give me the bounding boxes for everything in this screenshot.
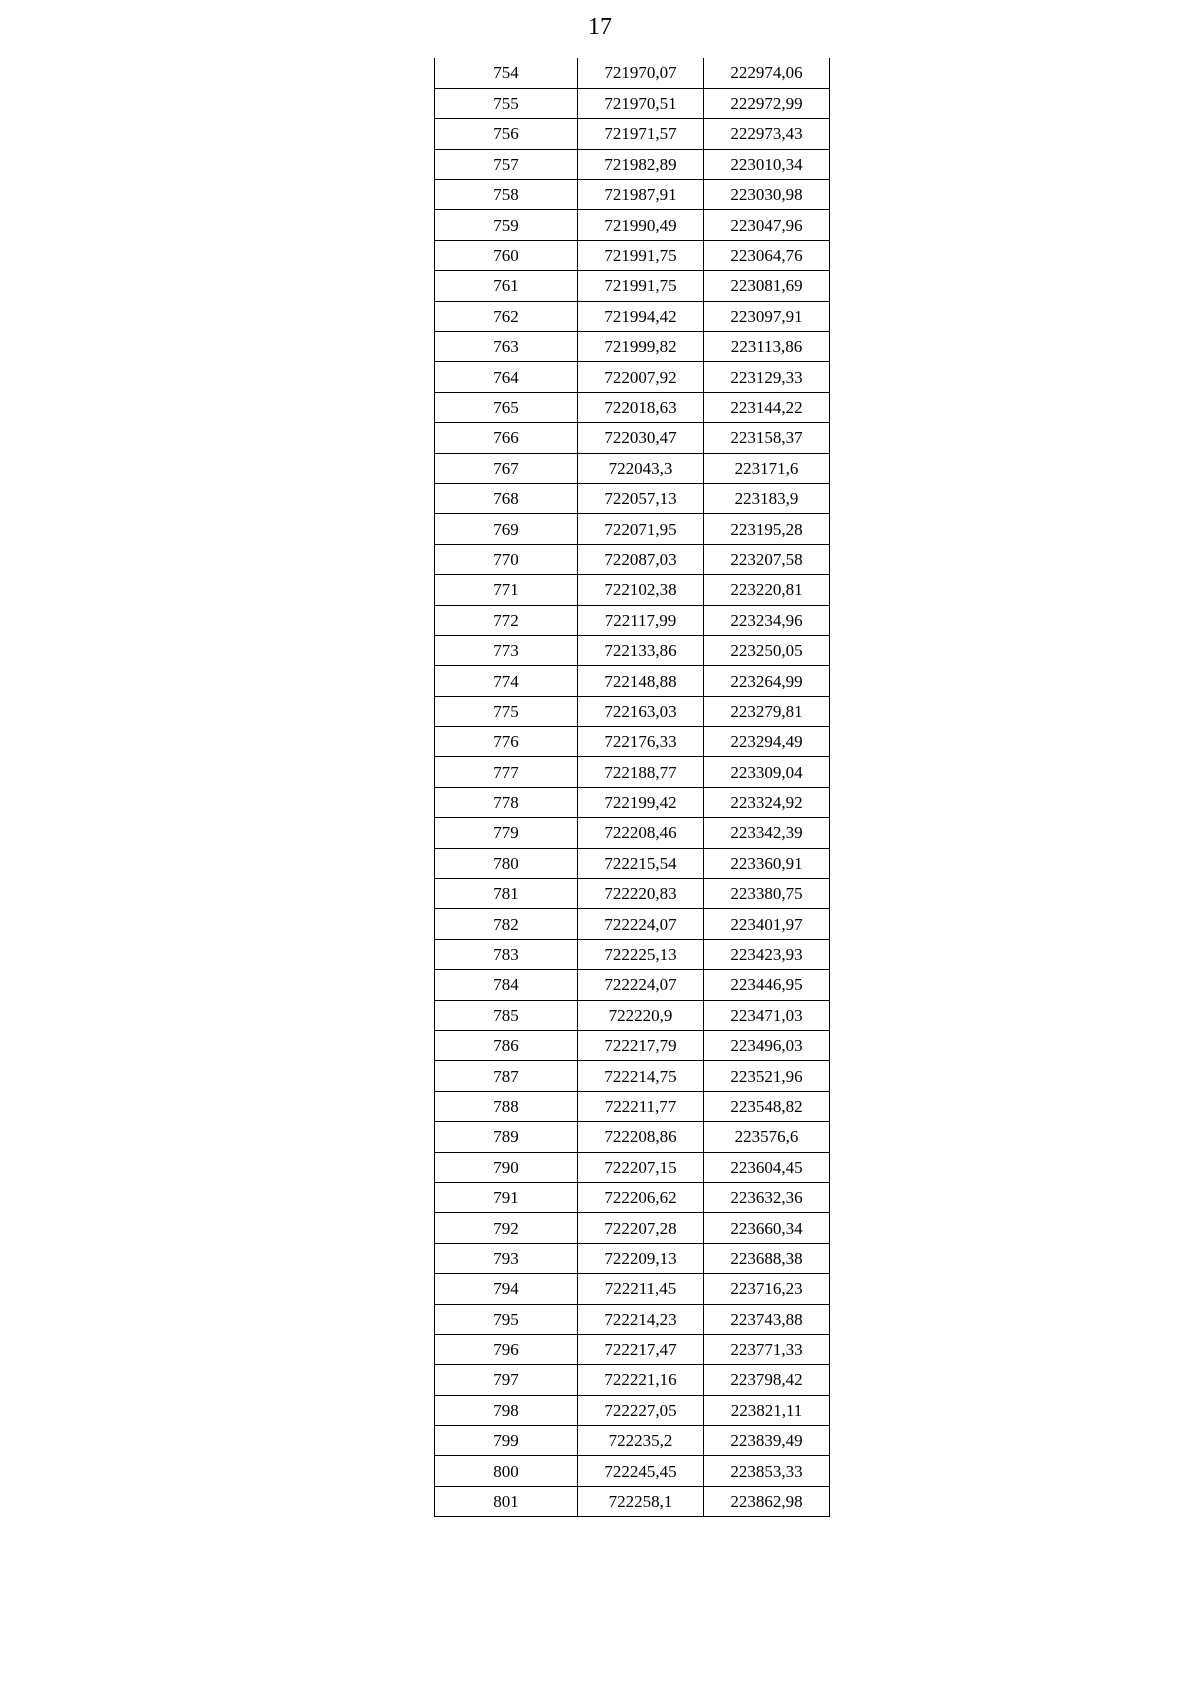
x-coordinate-cell: 722227,05 [578,1395,704,1425]
x-coordinate-cell: 722211,45 [578,1274,704,1304]
x-coordinate-cell: 721970,07 [578,58,704,88]
x-coordinate-cell: 722057,13 [578,483,704,513]
y-coordinate-cell: 223047,96 [704,210,830,240]
y-coordinate-cell: 223171,6 [704,453,830,483]
point-number-cell: 778 [435,787,578,817]
y-coordinate-cell: 223521,96 [704,1061,830,1091]
table-row [435,332,830,362]
x-coordinate-cell: 721994,42 [578,301,704,331]
x-coordinate-cell: 722224,07 [578,909,704,939]
x-coordinate-cell: 721971,57 [578,119,704,149]
point-number-cell: 755 [435,88,578,118]
point-number-cell: 773 [435,635,578,665]
y-coordinate-cell: 223576,6 [704,1122,830,1152]
y-coordinate-cell: 223360,91 [704,848,830,878]
y-coordinate-cell: 223279,81 [704,696,830,726]
y-coordinate-cell: 223821,11 [704,1395,830,1425]
y-coordinate-cell: 223446,95 [704,970,830,1000]
page-number: 17 [588,14,612,40]
y-coordinate-cell: 223264,99 [704,666,830,696]
table-row [435,757,830,787]
point-number-cell: 790 [435,1152,578,1182]
x-coordinate-cell: 722217,47 [578,1334,704,1364]
table-row [435,362,830,392]
x-coordinate-cell: 721982,89 [578,149,704,179]
y-coordinate-cell: 223097,91 [704,301,830,331]
x-coordinate-cell: 722117,99 [578,605,704,635]
point-number-cell: 779 [435,818,578,848]
point-number-cell: 789 [435,1122,578,1152]
x-coordinate-cell: 722214,75 [578,1061,704,1091]
y-coordinate-cell: 223496,03 [704,1031,830,1061]
x-coordinate-cell: 722207,15 [578,1152,704,1182]
table-row [435,1395,830,1425]
x-coordinate-cell: 722258,1 [578,1486,704,1516]
point-number-cell: 772 [435,605,578,635]
table-row [435,1122,830,1152]
table-row [435,149,830,179]
table-row [435,1456,830,1486]
x-coordinate-cell: 722217,79 [578,1031,704,1061]
y-coordinate-cell: 223183,9 [704,483,830,513]
table-row [435,1365,830,1395]
table-row [435,1213,830,1243]
coordinate-table [434,58,830,1517]
y-coordinate-cell: 223401,97 [704,909,830,939]
y-coordinate-cell: 223294,49 [704,727,830,757]
table-row [435,240,830,270]
table-row [435,1182,830,1212]
x-coordinate-cell: 721990,49 [578,210,704,240]
x-coordinate-cell: 722163,03 [578,696,704,726]
point-number-cell: 767 [435,453,578,483]
point-number-cell: 774 [435,666,578,696]
x-coordinate-cell: 722245,45 [578,1456,704,1486]
table-row [435,970,830,1000]
x-coordinate-cell: 722148,88 [578,666,704,696]
coordinate-table-body [435,58,830,1517]
point-number-cell: 762 [435,301,578,331]
point-number-cell: 758 [435,180,578,210]
point-number-cell: 782 [435,909,578,939]
table-row [435,909,830,939]
table-row [435,696,830,726]
y-coordinate-cell: 223798,42 [704,1365,830,1395]
table-row [435,1061,830,1091]
x-coordinate-cell: 722225,13 [578,939,704,969]
y-coordinate-cell: 223471,03 [704,1000,830,1030]
point-number-cell: 775 [435,696,578,726]
point-number-cell: 759 [435,210,578,240]
table-row [435,1486,830,1516]
x-coordinate-cell: 722133,86 [578,635,704,665]
x-coordinate-cell: 722102,38 [578,575,704,605]
y-coordinate-cell: 223234,96 [704,605,830,635]
table-row [435,58,830,88]
table-row [435,635,830,665]
point-number-cell: 785 [435,1000,578,1030]
y-coordinate-cell: 223195,28 [704,514,830,544]
point-number-cell: 788 [435,1091,578,1121]
point-number-cell: 792 [435,1213,578,1243]
point-number-cell: 769 [435,514,578,544]
y-coordinate-cell: 223548,82 [704,1091,830,1121]
x-coordinate-cell: 722208,46 [578,818,704,848]
table-row [435,1274,830,1304]
y-coordinate-cell: 223604,45 [704,1152,830,1182]
y-coordinate-cell: 223839,49 [704,1426,830,1456]
y-coordinate-cell: 223716,23 [704,1274,830,1304]
table-row [435,119,830,149]
point-number-cell: 765 [435,392,578,422]
point-number-cell: 795 [435,1304,578,1334]
x-coordinate-cell: 722220,83 [578,879,704,909]
table-row [435,1152,830,1182]
x-coordinate-cell: 722209,13 [578,1243,704,1273]
table-row [435,1000,830,1030]
point-number-cell: 786 [435,1031,578,1061]
x-coordinate-cell: 722087,03 [578,544,704,574]
table-row [435,939,830,969]
table-row [435,818,830,848]
point-number-cell: 799 [435,1426,578,1456]
table-row [435,514,830,544]
y-coordinate-cell: 223423,93 [704,939,830,969]
y-coordinate-cell: 223771,33 [704,1334,830,1364]
point-number-cell: 777 [435,757,578,787]
table-row [435,210,830,240]
y-coordinate-cell: 223064,76 [704,240,830,270]
y-coordinate-cell: 223129,33 [704,362,830,392]
x-coordinate-cell: 721970,51 [578,88,704,118]
table-row [435,727,830,757]
point-number-cell: 768 [435,483,578,513]
table-row [435,605,830,635]
x-coordinate-cell: 722188,77 [578,757,704,787]
point-number-cell: 793 [435,1243,578,1273]
y-coordinate-cell: 223158,37 [704,423,830,453]
x-coordinate-cell: 722221,16 [578,1365,704,1395]
y-coordinate-cell: 223324,92 [704,787,830,817]
table-row [435,453,830,483]
x-coordinate-cell: 721991,75 [578,271,704,301]
table-row [435,544,830,574]
y-coordinate-cell: 223853,33 [704,1456,830,1486]
y-coordinate-cell: 223144,22 [704,392,830,422]
point-number-cell: 781 [435,879,578,909]
x-coordinate-cell: 722220,9 [578,1000,704,1030]
point-number-cell: 764 [435,362,578,392]
x-coordinate-cell: 722176,33 [578,727,704,757]
y-coordinate-cell: 222973,43 [704,119,830,149]
table-row [435,879,830,909]
point-number-cell: 770 [435,544,578,574]
x-coordinate-cell: 722007,92 [578,362,704,392]
table-row [435,1091,830,1121]
point-number-cell: 801 [435,1486,578,1516]
point-number-cell: 784 [435,970,578,1000]
y-coordinate-cell: 223632,36 [704,1182,830,1212]
table-row [435,787,830,817]
y-coordinate-cell: 223660,34 [704,1213,830,1243]
x-coordinate-cell: 722043,3 [578,453,704,483]
y-coordinate-cell: 223743,88 [704,1304,830,1334]
point-number-cell: 791 [435,1182,578,1212]
x-coordinate-cell: 722206,62 [578,1182,704,1212]
table-row [435,423,830,453]
point-number-cell: 757 [435,149,578,179]
table-row [435,301,830,331]
point-number-cell: 754 [435,58,578,88]
x-coordinate-cell: 722199,42 [578,787,704,817]
y-coordinate-cell: 223309,04 [704,757,830,787]
y-coordinate-cell: 223010,34 [704,149,830,179]
x-coordinate-cell: 722207,28 [578,1213,704,1243]
table-row [435,483,830,513]
point-number-cell: 776 [435,727,578,757]
point-number-cell: 761 [435,271,578,301]
table-row [435,575,830,605]
x-coordinate-cell: 722215,54 [578,848,704,878]
y-coordinate-cell: 223862,98 [704,1486,830,1516]
table-row [435,88,830,118]
y-coordinate-cell: 223342,39 [704,818,830,848]
point-number-cell: 796 [435,1334,578,1364]
point-number-cell: 763 [435,332,578,362]
x-coordinate-cell: 722235,2 [578,1426,704,1456]
y-coordinate-cell: 222974,06 [704,58,830,88]
y-coordinate-cell: 223688,38 [704,1243,830,1273]
x-coordinate-cell: 721999,82 [578,332,704,362]
point-number-cell: 800 [435,1456,578,1486]
table-row [435,666,830,696]
table-row [435,271,830,301]
point-number-cell: 766 [435,423,578,453]
x-coordinate-cell: 722071,95 [578,514,704,544]
y-coordinate-cell: 223380,75 [704,879,830,909]
point-number-cell: 787 [435,1061,578,1091]
point-number-cell: 760 [435,240,578,270]
y-coordinate-cell: 223250,05 [704,635,830,665]
point-number-cell: 780 [435,848,578,878]
table-row [435,180,830,210]
x-coordinate-cell: 722224,07 [578,970,704,1000]
x-coordinate-cell: 722211,77 [578,1091,704,1121]
x-coordinate-cell: 722208,86 [578,1122,704,1152]
table-row [435,392,830,422]
x-coordinate-cell: 722030,47 [578,423,704,453]
y-coordinate-cell: 223030,98 [704,180,830,210]
table-row [435,1031,830,1061]
table-row [435,1426,830,1456]
x-coordinate-cell: 722214,23 [578,1304,704,1334]
point-number-cell: 797 [435,1365,578,1395]
point-number-cell: 783 [435,939,578,969]
table-row [435,1243,830,1273]
x-coordinate-cell: 721991,75 [578,240,704,270]
point-number-cell: 798 [435,1395,578,1425]
y-coordinate-cell: 223220,81 [704,575,830,605]
point-number-cell: 771 [435,575,578,605]
y-coordinate-cell: 223113,86 [704,332,830,362]
y-coordinate-cell: 223081,69 [704,271,830,301]
point-number-cell: 794 [435,1274,578,1304]
x-coordinate-cell: 721987,91 [578,180,704,210]
y-coordinate-cell: 223207,58 [704,544,830,574]
table-row [435,1334,830,1364]
table-row [435,848,830,878]
y-coordinate-cell: 222972,99 [704,88,830,118]
table-row [435,1304,830,1334]
point-number-cell: 756 [435,119,578,149]
x-coordinate-cell: 722018,63 [578,392,704,422]
